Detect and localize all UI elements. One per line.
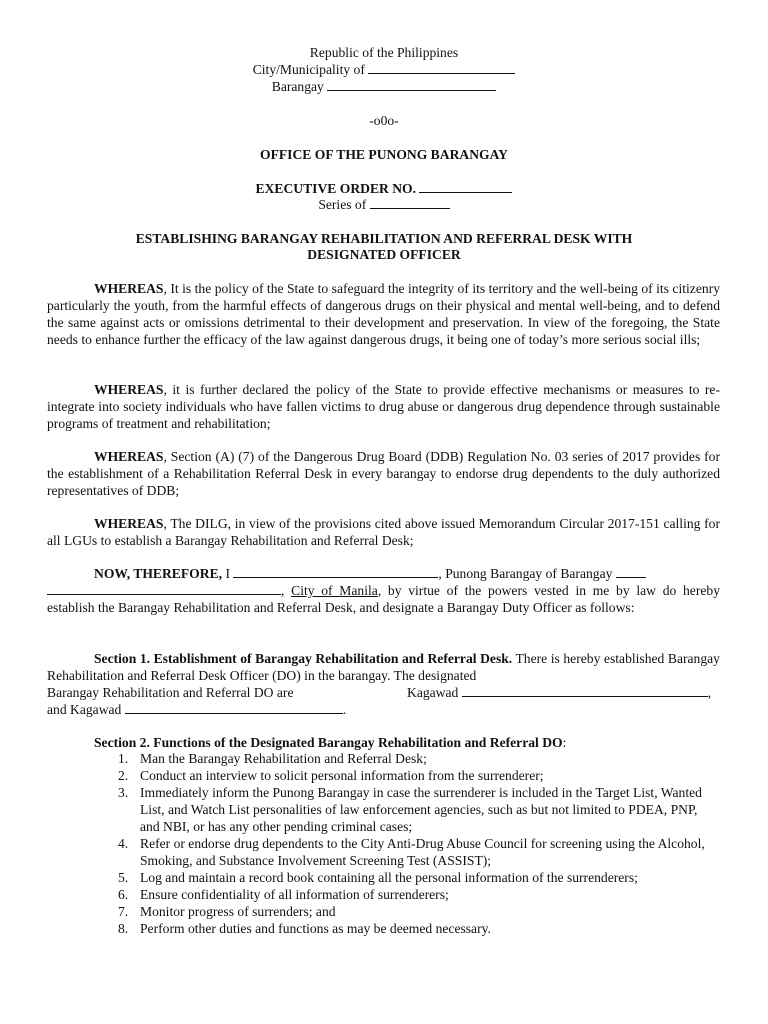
list-item — [118, 903, 718, 920]
now-therefore-line-1 — [47, 565, 720, 582]
city-of-manila: City of Manila — [291, 583, 378, 598]
kagawad-1-blank[interactable] — [462, 684, 708, 697]
and-kagawad-label: and Kagawad — [47, 702, 122, 717]
city-label: City/Municipality of — [252, 62, 365, 77]
series-blank[interactable] — [370, 196, 450, 209]
whereas-lead: WHEREAS — [94, 382, 164, 397]
item-number: 1. — [118, 751, 129, 766]
section-1-paragraph — [47, 650, 720, 684]
series-label: Series of — [318, 197, 367, 212]
executive-order-line — [0, 180, 768, 197]
item-text: Man the Barangay Rehabilitation and Referral Desk; — [140, 751, 427, 766]
item-number: 2. — [118, 768, 129, 783]
now-therefore-lead: NOW, THEREFORE, — [94, 566, 223, 581]
whereas-paragraph-2 — [47, 381, 720, 432]
whereas-text: , Section (A) (7) of the Dangerous Drug Board (DDB) Regulation No. 03 series of 2017 provides for the establishment of a Rehabilitation Referral Desk in every barangay to endorse drug dependents to the duly authorized representatives of DDB; — [47, 449, 720, 498]
item-text: Log and maintain a record book containing all the personal information of the surrenderers; — [140, 870, 638, 885]
whereas-paragraph-4 — [47, 515, 720, 549]
kagawad-2-blank[interactable] — [125, 701, 343, 714]
period: . — [342, 702, 347, 717]
eo-label: EXECUTIVE ORDER NO. — [255, 181, 417, 196]
now-therefore-paragraph — [47, 582, 720, 616]
section-2-heading: Section 2. Functions of the Designated Barangay Rehabilitation and Referral DO — [94, 735, 563, 750]
separator: -o0o- — [369, 113, 399, 128]
list-item — [118, 869, 718, 886]
item-text: Perform other duties and functions as may be deemed necessary. — [140, 921, 491, 936]
item-number: 8. — [118, 921, 129, 936]
now-therefore-comma: , — [281, 583, 285, 598]
list-item — [118, 920, 718, 937]
whereas-text: , it is further declared the policy of the State to provide effective mechanisms or measures to re-integrate into society individuals who have fallen victims to drug abuse or dangerous drug dependence through sustainable programs of treatment and rehabilitation; — [47, 382, 720, 431]
title-line-2: DESIGNATED OFFICER — [307, 247, 461, 262]
barangay-blank[interactable] — [327, 78, 496, 91]
whereas-paragraph-1 — [47, 280, 720, 348]
item-number: 7. — [118, 904, 129, 919]
city-line — [0, 61, 768, 78]
trail-comma: , — [707, 685, 712, 700]
title-line-1: ESTABLISHING BARANGAY REHABILITATION AND REFERRAL DESK WITH — [135, 231, 633, 246]
item-text: Ensure confidentiality of all information of surrenderers; — [140, 887, 449, 902]
list-item — [118, 835, 718, 869]
whereas-lead: WHEREAS — [94, 516, 164, 531]
whereas-lead: WHEREAS — [94, 449, 164, 464]
list-item — [118, 767, 718, 784]
city-blank[interactable] — [368, 61, 515, 74]
list-item — [118, 750, 718, 767]
item-text: Conduct an interview to solicit personal information from the surrenderer; — [140, 768, 544, 783]
office-heading: OFFICE OF THE PUNONG BARANGAY — [260, 147, 508, 162]
section-1-and-kagawad — [47, 701, 346, 718]
section-1-designated: Barangay Rehabilitation and Referral DO are — [47, 685, 294, 700]
barangay-number-blank[interactable] — [616, 565, 646, 578]
now-therefore-rest: , by virtue of the powers vested in me by law do hereby establish the Barangay Rehabilitation and Referral Desk, and designate a Barangay Duty Officer as follows: — [47, 583, 720, 615]
section-2-colon: : — [562, 735, 567, 750]
list-item — [118, 784, 718, 835]
whereas-text: , The DILG, in view of the provisions cited above issued Memorandum Circular 2017-151 calling for all LGUs to establish a Barangay Rehabilitation and Referral Desk; — [47, 516, 720, 548]
item-number: 3. — [118, 785, 129, 800]
section-1-heading: Section 1. Establishment of Barangay Rehabilitation and Referral Desk. — [94, 651, 513, 666]
item-text: Refer or endorse drug dependents to the City Anti-Drug Abuse Council for screening using the Alcohol, Smoking, and Substance Involvement Screening Test (ASSIST); — [140, 836, 705, 868]
kagawad-label: Kagawad — [407, 685, 459, 700]
section-2-heading-line — [94, 734, 566, 751]
item-text: Monitor progress of surrenders; and — [140, 904, 336, 919]
now-therefore-punong: , Punong Barangay of Barangay — [438, 566, 613, 581]
barangay-label: Barangay — [271, 79, 324, 94]
eo-number-blank[interactable] — [419, 180, 512, 193]
whereas-paragraph-3 — [47, 448, 720, 499]
section-1-text: There is hereby established Barangay Rehabilitation and Referral Desk Officer (DO) in the barangay. The designated — [47, 651, 720, 683]
item-text: Immediately inform the Punong Barangay in case the surrenderer is included in the Target List, Wanted List, and Watch List personalities of law enforcement agencies, such as but not limited to PDEA, PNP, and NBI, or has any other pending criminal cases; — [140, 785, 702, 834]
functions-list — [118, 750, 718, 937]
section-1-kagawad-line — [407, 684, 711, 701]
item-number: 5. — [118, 870, 129, 885]
whereas-lead: WHEREAS — [94, 281, 164, 296]
whereas-text: , It is the policy of the State to safeguard the integrity of its territory and the well-being of its citizenry particularly the youth, from the harmful effects of dangerous drugs on their physical and mental well-being, and to defend the same against acts or omissions detrimental to their development and preservation. In view of the foregoing, the State needs to enhance further the efficacy of the law against dangerous drugs, it being one of today’s more serious social ills; — [47, 281, 720, 347]
barangay-name-blank[interactable] — [47, 582, 281, 595]
item-number: 4. — [118, 836, 129, 851]
republic-line: Republic of the Philippines — [309, 45, 459, 60]
punong-barangay-name-blank[interactable] — [233, 565, 438, 578]
now-therefore-i: I — [222, 566, 230, 581]
barangay-line — [0, 78, 768, 95]
list-item — [118, 886, 718, 903]
item-number: 6. — [118, 887, 129, 902]
series-line — [0, 196, 768, 213]
